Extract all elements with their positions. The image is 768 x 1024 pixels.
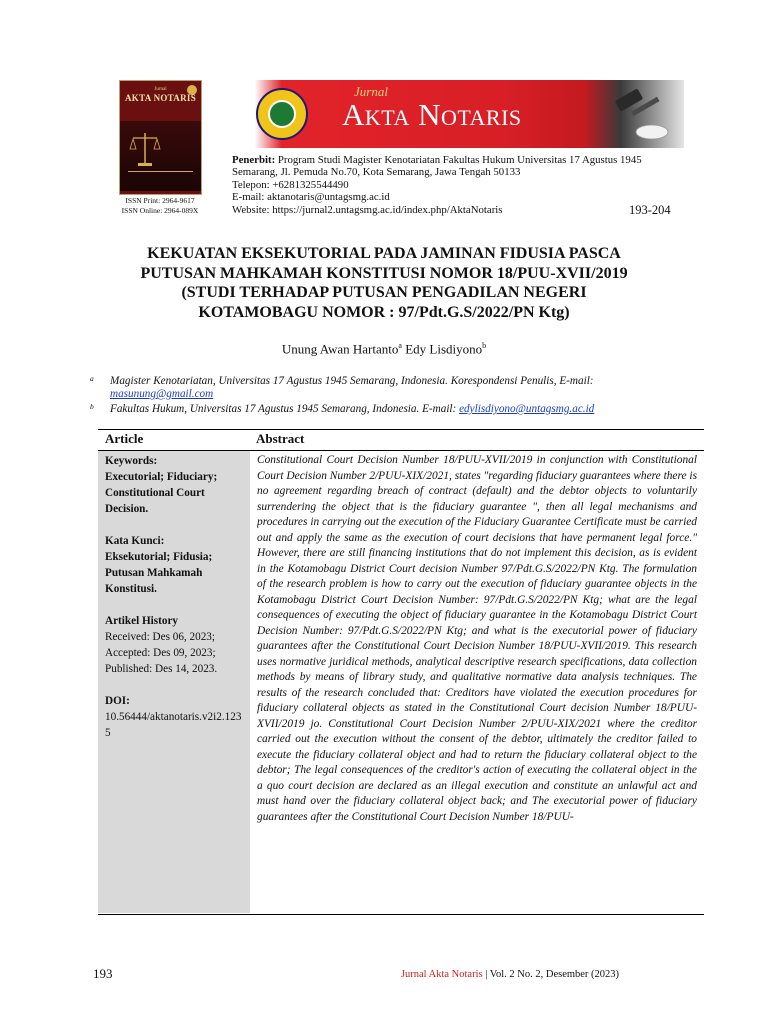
kata-kunci-label: Kata Kunci: [105, 535, 165, 547]
author-email-link[interactable]: edylisdiyono@untagsmg.ac.id [459, 403, 595, 415]
gavel-icon [608, 84, 672, 144]
authors [80, 341, 688, 357]
journal-banner [232, 80, 684, 148]
cover-title: AKTA NOTARIS [124, 93, 197, 103]
doi-label: DOI: [105, 695, 130, 707]
banner-title: Akta Notaris [342, 97, 522, 132]
footer-separator: | [482, 969, 490, 980]
table-top-rule [98, 429, 704, 430]
affiliation-mark: b [90, 402, 94, 411]
article-title [80, 244, 688, 322]
doi-value[interactable]: 10.56444/aktanotaris.v2i2.1235 [105, 711, 242, 739]
author-mark: a [398, 341, 402, 350]
footer [252, 969, 768, 980]
issn-online: ISSN Online: 2964-089X [121, 206, 199, 215]
publisher-text: Program Studi Magister Kenotariatan Fakultas Hukum Universitas 17 Agustus 1945 [277, 154, 642, 166]
page-number: 193 [93, 966, 113, 981]
publisher-label: Penerbit: [232, 154, 276, 166]
publisher-info [232, 154, 687, 216]
footer-journal-name: Jurnal Akta Notaris [400, 969, 483, 980]
title-line: (STUDI TERHADAP PUTUSAN PENGADILAN NEGERI [181, 284, 587, 301]
title-line: KEKUATAN EKSEKUTORIAL PADA JAMINAN FIDUSIA PASCA [147, 245, 621, 262]
title-line: KOTAMOBAGU NOMOR : 97/Pdt.G.S/2022/PN Ktg) [198, 303, 570, 321]
author-mark: b [482, 341, 487, 350]
university-emblem-icon [256, 88, 308, 140]
keywords: Executorial; Fiduciary; Constitutional Court Decision. [105, 471, 218, 515]
affiliation-text: Magister Kenotariatan, Universitas 17 Agustus 1945 Semarang, Indonesia. Korespondensi Penulis, E-mail: [110, 375, 594, 387]
author-email-link[interactable]: masunung@gmail.com [110, 388, 214, 400]
author-name: Unung Awan Hartanto [281, 341, 399, 357]
banner-script-text: Jurnal [354, 84, 388, 99]
journal-cover-image [119, 80, 202, 195]
accepted-date: Accepted: Des 09, 2023; [105, 647, 216, 659]
kata-kunci: Eksekutorial; Fidusia; Putusan Mahkamah Konstitusi. [105, 551, 213, 595]
publisher-email: E-mail: aktanotaris@untagsmg.ac.id [232, 191, 390, 204]
publisher-website[interactable]: Website: https://jurnal2.untagsmg.ac.id/index.php/AktaNotaris [232, 203, 503, 216]
affiliation-mark: a [90, 374, 94, 383]
keywords-label: Keywords: [105, 455, 158, 467]
title-line: PUTUSAN MAHKAMAH KONSTITUSI NOMOR 18/PUU-XVII/2019 [140, 264, 628, 282]
publisher-phone: Telepon: +6281325544490 [232, 178, 349, 191]
cover-small-text: Jurnal [154, 87, 167, 92]
footer-volume: Vol. 2 No. 2, Desember (2023) [489, 969, 620, 980]
column-header-abstract: Abstract [256, 431, 305, 446]
scales-of-justice-icon [128, 129, 162, 169]
issn-print: ISSN Print: 2964-9617 [125, 196, 195, 205]
received-date: Received: Des 06, 2023; [105, 631, 215, 643]
author-name: Edy Lisdiyono [401, 341, 483, 357]
column-header-article: Article [105, 431, 144, 446]
published-date: Published: Des 14, 2023. [105, 663, 218, 675]
history-label: Artikel History [105, 615, 179, 627]
page-range: 193-204 [629, 203, 671, 217]
abstract-text: Constitutional Court Decision Number 18/PUU-XVII/2019 in conjunction with Constitutional Court Decision Number 2/PUU-XIX/2021, states "regarding fiduciary guarantees where there is no agreement regarding breach of contract (default) and the debtor objects to voluntarily surrendering the object that is the fiduciary guarantee ", then all legal mechanisms and procedures in carrying out the execution of the Fiduciary Guarantee Certificate must be carried out and apply the same as the execution of court decisions that have permanent legal force." However, there are still financing institutions that do not implement this decision, as is evident in the Kotamobagu District Court decision Number 97/Pdt.G.S/2022/PN Ktg. The formulation of the research problem is how to carry out the execution of fiduciary guarantee objects in the Kotamobagu District Court Decision Number: 97/Pdt.G.S/2022/PN Ktg; what are the legal consequences of executing the object of fiduciary guarantee in the Kotamobagu District Court Decision Number: 97/Pdt.G.S/2022/PN Ktg; and what is the executorial power of fiduciary guarantees after the Constitutional Court Decision Number 18/PUU-XVII/2019. This research uses normative juridical methods, analytical descriptive research specifications, data collection methods by means of library study, and qualitative normative data analysis techniques. The results of the research concluded that: Creditors have violated the execution procedures for fiduciary collateral objects as stated in the Constitutional Court decision Number 18/PUU-XVII/2019 jo. Constitutional Court Decision Number 2/PUU-XIX/2021 where the creditor carried out the execution without the consent of the debtor, ultimately the creditor failed to execute the fiduciary collateral object and had to return the fiduciary collateral object to the debtor; The legal consequences of the creditor's action of executing the collateral object in the a quo court decision are declared as an illegal execution and constitute an unlawful act and must hand over the fiduciary collateral object back; and The executorial power of fiduciary guarantees after the Constitutional Court Decision Number 18/PUU- [257, 454, 697, 823]
affiliation-text: Fakultas Hukum, Universitas 17 Agustus 1945 Semarang, Indonesia. E-mail: [110, 403, 460, 415]
table-bottom-rule [98, 914, 704, 915]
article-info-column [98, 451, 250, 913]
publisher-address: Semarang, Jl. Pemuda No.70, Kota Semarang, Jawa Tengah 50133 [232, 166, 521, 179]
